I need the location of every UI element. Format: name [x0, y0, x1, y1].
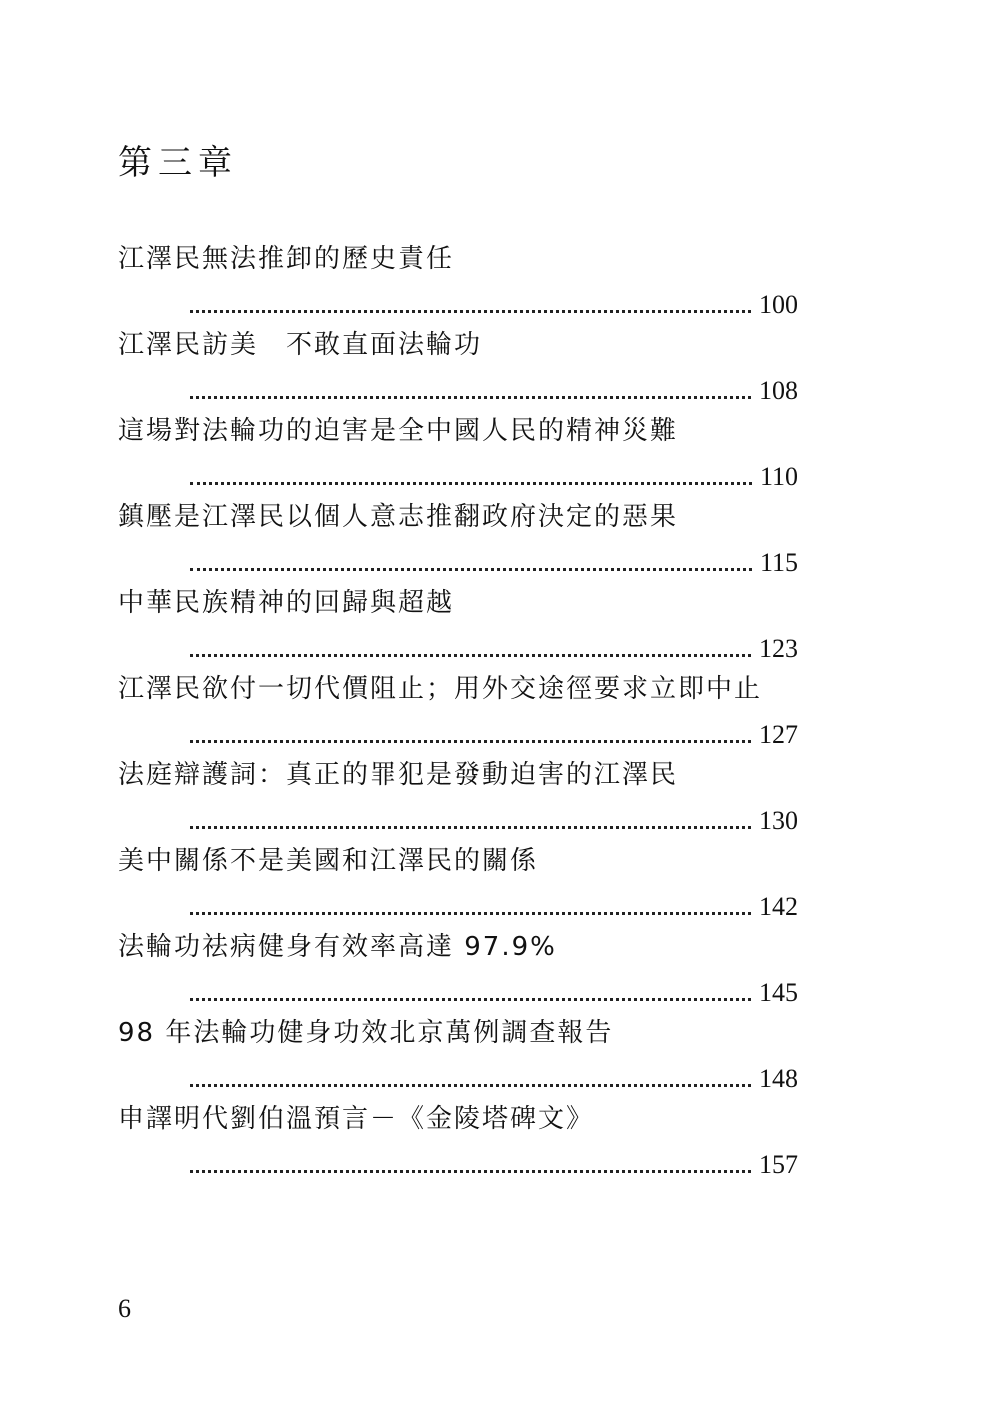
toc-entry[interactable]	[118, 670, 798, 756]
toc-entry-leader	[190, 886, 798, 922]
dot-leader	[190, 654, 751, 657]
toc-entry-leader	[190, 284, 798, 320]
dot-leader	[190, 740, 751, 743]
dot-leader	[190, 1084, 751, 1087]
toc-entry-title: 江澤民欲付一切代價阻止；用外交途徑要求立即中止	[118, 674, 763, 704]
dot-leader	[190, 482, 752, 485]
toc-entry-leader	[190, 1058, 798, 1094]
toc-entry-title: 美中關係不是美國和江澤民的關係	[118, 846, 539, 876]
dot-leader	[190, 826, 751, 829]
dot-leader	[190, 396, 751, 399]
toc-entry[interactable]	[118, 928, 798, 1014]
table-of-contents	[118, 240, 798, 1186]
toc-entry-title: 中華民族精神的回歸與超越	[118, 588, 455, 618]
toc-entry-leader	[190, 1144, 798, 1180]
toc-entry[interactable]	[118, 584, 798, 670]
toc-entry-page: 108	[759, 376, 798, 405]
toc-entry-leader	[190, 628, 798, 664]
toc-entry-leader	[190, 800, 798, 836]
toc-entry[interactable]	[118, 498, 798, 584]
toc-entry-page: 100	[759, 290, 798, 319]
toc-entry[interactable]	[118, 756, 798, 842]
toc-entry-page: 130	[759, 806, 798, 835]
toc-entry-title: 申譯明代劉伯溫預言－《金陵塔碑文》	[118, 1104, 595, 1134]
toc-entry[interactable]	[118, 842, 798, 928]
dot-leader	[190, 1170, 751, 1173]
toc-entry[interactable]	[118, 1014, 798, 1100]
toc-entry-page: 142	[759, 892, 798, 921]
dot-leader	[190, 912, 751, 915]
toc-entry[interactable]	[118, 240, 798, 326]
dot-leader	[190, 998, 751, 1001]
toc-entry-leader	[190, 370, 798, 406]
toc-entry-page: 157	[759, 1150, 798, 1179]
toc-entry-leader	[190, 456, 798, 492]
toc-entry-page: 127	[759, 720, 798, 749]
toc-entry[interactable]	[118, 326, 798, 412]
page-number: 6	[118, 1294, 131, 1323]
toc-entry-title: 法庭辯護詞：真正的罪犯是發動迫害的江澤民	[118, 760, 679, 790]
toc-entry-title: 98 年法輪功健身功效北京萬例調查報告	[118, 1018, 614, 1048]
dot-leader	[190, 568, 752, 571]
dot-leader	[190, 310, 751, 313]
toc-entry[interactable]	[118, 412, 798, 498]
toc-entry-page: 123	[759, 634, 798, 663]
toc-entry-title: 江澤民訪美 不敢直面法輪功	[118, 330, 483, 360]
toc-entry-title: 鎮壓是江澤民以個人意志推翻政府決定的惡果	[118, 502, 679, 532]
toc-entry-leader	[190, 542, 798, 578]
chapter-title: 第三章	[118, 143, 238, 183]
toc-entry-page: 148	[759, 1064, 798, 1093]
toc-entry-page: 115	[759, 548, 798, 577]
toc-entry-title: 這場對法輪功的迫害是全中國人民的精神災難	[118, 416, 679, 446]
toc-entry[interactable]	[118, 1100, 798, 1186]
toc-entry-page: 145	[759, 978, 798, 1007]
toc-entry-title: 法輪功祛病健身有效率高達 97.9%	[118, 932, 557, 962]
toc-entry-leader	[190, 714, 798, 750]
toc-entry-page: 110	[759, 462, 798, 491]
toc-entry-leader	[190, 972, 798, 1008]
toc-entry-title: 江澤民無法推卸的歷史責任	[118, 244, 455, 274]
